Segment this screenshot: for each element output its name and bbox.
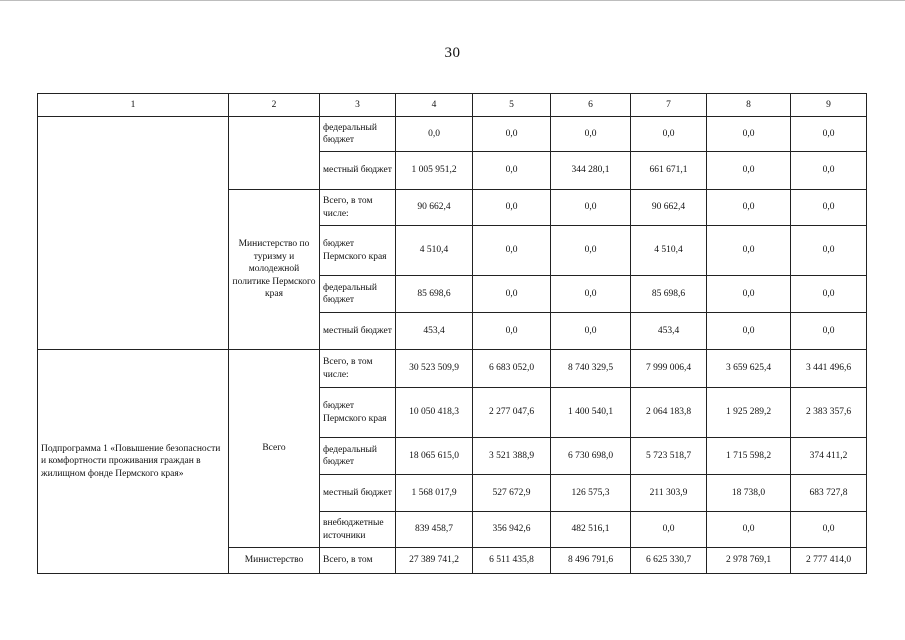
value-cell: 2 383 357,6 — [791, 388, 867, 438]
value-cell: 0,0 — [551, 190, 631, 226]
funding-source: Всего, в том — [320, 548, 396, 574]
value-cell: 4 510,4 — [631, 226, 707, 276]
value-cell: 30 523 509,9 — [396, 350, 473, 388]
column-header: 4 — [396, 94, 473, 117]
value-cell: 0,0 — [551, 276, 631, 313]
value-cell: 453,4 — [631, 313, 707, 350]
value-cell: 356 942,6 — [473, 512, 551, 548]
column-header: 7 — [631, 94, 707, 117]
value-cell: 0,0 — [707, 190, 791, 226]
value-cell: 0,0 — [551, 313, 631, 350]
value-cell: 1 400 540,1 — [551, 388, 631, 438]
table-row — [38, 350, 867, 388]
value-cell: 1 568 017,9 — [396, 475, 473, 512]
value-cell: 0,0 — [473, 226, 551, 276]
executor-name: Всего — [229, 350, 320, 548]
table-row — [38, 117, 867, 152]
value-cell: 0,0 — [707, 152, 791, 190]
value-cell: 3 521 388,9 — [473, 438, 551, 475]
page-top-edge — [0, 0, 905, 1]
value-cell: 0,0 — [791, 152, 867, 190]
funding-source: федеральный бюджет — [320, 276, 396, 313]
value-cell: 90 662,4 — [631, 190, 707, 226]
value-cell: 6 625 330,7 — [631, 548, 707, 574]
value-cell: 0,0 — [791, 512, 867, 548]
funding-source: местный бюджет — [320, 475, 396, 512]
value-cell: 2 777 414,0 — [791, 548, 867, 574]
value-cell: 0,0 — [396, 117, 473, 152]
value-cell: 0,0 — [791, 117, 867, 152]
value-cell: 1 925 289,2 — [707, 388, 791, 438]
value-cell: 683 727,8 — [791, 475, 867, 512]
value-cell: 8 740 329,5 — [551, 350, 631, 388]
value-cell: 4 510,4 — [396, 226, 473, 276]
column-header: 5 — [473, 94, 551, 117]
value-cell: 0,0 — [707, 313, 791, 350]
funding-source: местный бюджет — [320, 152, 396, 190]
value-cell: 0,0 — [473, 152, 551, 190]
column-header: 1 — [38, 94, 229, 117]
page-number: 30 — [444, 45, 461, 61]
value-cell: 0,0 — [631, 117, 707, 152]
value-cell: 8 496 791,6 — [551, 548, 631, 574]
value-cell: 0,0 — [791, 313, 867, 350]
value-cell: 0,0 — [791, 226, 867, 276]
value-cell: 6 683 052,0 — [473, 350, 551, 388]
value-cell: 2 277 047,6 — [473, 388, 551, 438]
value-cell: 374 411,2 — [791, 438, 867, 475]
value-cell: 0,0 — [707, 226, 791, 276]
column-header: 8 — [707, 94, 791, 117]
value-cell: 839 458,7 — [396, 512, 473, 548]
value-cell: 6 730 698,0 — [551, 438, 631, 475]
value-cell: 0,0 — [473, 276, 551, 313]
value-cell: 18 065 615,0 — [396, 438, 473, 475]
value-cell: 1 005 951,2 — [396, 152, 473, 190]
value-cell: 0,0 — [791, 276, 867, 313]
value-cell: 126 575,3 — [551, 475, 631, 512]
funding-source: бюджет Пермского края — [320, 388, 396, 438]
executor-name: Министерство по туризму и молодежной политике Пермского края — [229, 190, 320, 350]
value-cell: 0,0 — [473, 117, 551, 152]
funding-source: внебюджетные источники — [320, 512, 396, 548]
value-cell: 344 280,1 — [551, 152, 631, 190]
executor-cell-empty — [229, 117, 320, 190]
column-header: 2 — [229, 94, 320, 117]
value-cell: 2 064 183,8 — [631, 388, 707, 438]
value-cell: 527 672,9 — [473, 475, 551, 512]
column-header: 3 — [320, 94, 396, 117]
budget-table — [37, 93, 867, 574]
funding-source: Всего, в том числе: — [320, 190, 396, 226]
header-row — [38, 94, 867, 117]
value-cell: 3 441 496,6 — [791, 350, 867, 388]
value-cell: 0,0 — [473, 313, 551, 350]
value-cell: 211 303,9 — [631, 475, 707, 512]
value-cell: 0,0 — [631, 512, 707, 548]
column-header: 9 — [791, 94, 867, 117]
column-header: 6 — [551, 94, 631, 117]
funding-source: бюджет Пермского края — [320, 226, 396, 276]
program-name: Подпрограмма 1 «Повышение безопасности и комфортности проживания граждан в жилищном фонде Пермского края» — [38, 350, 229, 574]
value-cell: 10 050 418,3 — [396, 388, 473, 438]
value-cell: 0,0 — [707, 117, 791, 152]
value-cell: 6 511 435,8 — [473, 548, 551, 574]
funding-source: федеральный бюджет — [320, 117, 396, 152]
funding-source: Всего, в том числе: — [320, 350, 396, 388]
value-cell: 18 738,0 — [707, 475, 791, 512]
value-cell: 2 978 769,1 — [707, 548, 791, 574]
value-cell: 90 662,4 — [396, 190, 473, 226]
value-cell: 0,0 — [473, 190, 551, 226]
value-cell: 482 516,1 — [551, 512, 631, 548]
value-cell: 1 715 598,2 — [707, 438, 791, 475]
value-cell: 0,0 — [791, 190, 867, 226]
executor-name: Министерство — [229, 548, 320, 574]
value-cell: 0,0 — [707, 512, 791, 548]
value-cell: 27 389 741,2 — [396, 548, 473, 574]
value-cell: 661 671,1 — [631, 152, 707, 190]
funding-source: местный бюджет — [320, 313, 396, 350]
value-cell: 0,0 — [707, 276, 791, 313]
funding-source: федеральный бюджет — [320, 438, 396, 475]
value-cell: 85 698,6 — [631, 276, 707, 313]
value-cell: 85 698,6 — [396, 276, 473, 313]
value-cell: 0,0 — [551, 117, 631, 152]
value-cell: 7 999 006,4 — [631, 350, 707, 388]
value-cell: 0,0 — [551, 226, 631, 276]
value-cell: 3 659 625,4 — [707, 350, 791, 388]
program-cell-empty — [38, 117, 229, 350]
value-cell: 5 723 518,7 — [631, 438, 707, 475]
value-cell: 453,4 — [396, 313, 473, 350]
